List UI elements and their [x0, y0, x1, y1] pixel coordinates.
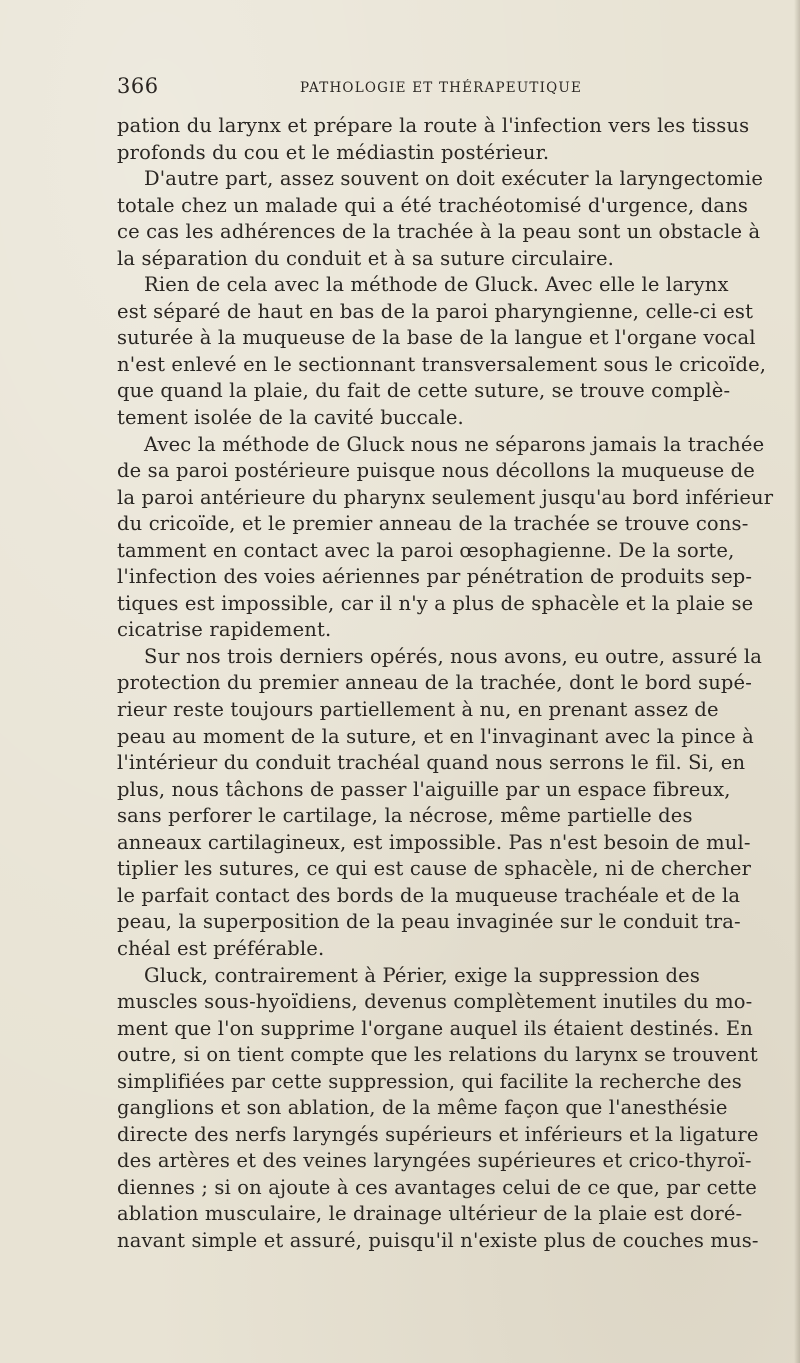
text-line: l'infection des voies aériennes par pénétration de produits sep- [117, 565, 753, 589]
running-head: PATHOLOGIE ET THÉRAPEUTIQUE [300, 80, 583, 96]
text-line: est séparé de haut en bas de la paroi pharyngienne, celle-ci est [117, 299, 754, 323]
text-line: diennes ; si on ajoute à ces avantages celui de ce que, par cette [117, 1175, 757, 1199]
text-line: profonds du cou et le médiastin postérieur. [117, 140, 550, 164]
text-line: muscles sous-hyoïdiens, devenus complètement inutiles du mo- [117, 990, 753, 1014]
text-line: simplifiées par cette suppression, qui facilite la recherche des [117, 1069, 742, 1093]
text-line: anneaux cartilagineux, est impossible. Pas n'est besoin de mul- [117, 830, 751, 854]
text-line: tiplier les sutures, ce qui est cause de sphacèle, ni de chercher [117, 857, 752, 881]
text-line: tiques est impossible, car il n'y a plus de sphacèle et la plaie se [117, 591, 754, 615]
text-line: des artères et des veines laryngées supérieures et crico-thyroï- [117, 1149, 752, 1173]
text-line: totale chez un malade qui a été trachéotomisé d'urgence, dans [117, 193, 749, 217]
text-line: la paroi antérieure du pharynx seulement jusqu'au bord inférieur [117, 485, 774, 509]
text-line: ce cas les adhérences de la trachée à la peau sont un obstacle à [117, 220, 761, 244]
text-line: la séparation du conduit et à sa suture circulaire. [117, 246, 615, 270]
text-line: que quand la plaie, du fait de cette suture, se trouve complè- [117, 379, 731, 403]
text-line: peau au moment de la suture, et en l'invaginant avec la pince à [117, 724, 754, 748]
text-line: Sur nos trois derniers opérés, nous avons, eu outre, assuré la [144, 644, 763, 668]
text-line: ganglions et son ablation, de la même façon que l'anesthésie [117, 1096, 728, 1120]
text-line: protection du premier anneau de la trachée, dont le bord supé- [117, 671, 752, 695]
text-line: peau, la superposition de la peau invaginée sur le conduit tra- [117, 910, 741, 934]
text-line: Avec la méthode de Gluck nous ne séparons jamais la trachée [144, 432, 765, 456]
text-line: rieur reste toujours partiellement à nu, en prenant assez de [117, 698, 719, 722]
text-line: ment que l'on supprime l'organe auquel ils étaient destinés. En [117, 1016, 753, 1040]
text-line: ablation musculaire, le drainage ultérieur de la plaie est doré- [117, 1202, 743, 1226]
text-line: de sa paroi postérieure puisque nous décollons la muqueuse de [117, 459, 755, 483]
page-header [117, 74, 747, 100]
text-line: tamment en contact avec la paroi œsophagienne. De la sorte, [117, 538, 735, 562]
text-line: plus, nous tâchons de passer l'aiguille par un espace fibreux, [117, 777, 731, 801]
text-line: l'intérieur du conduit trachéal quand nous serrons le fil. Si, en [117, 751, 746, 775]
text-line: D'autre part, assez souvent on doit exécuter la laryngectomie [144, 167, 764, 191]
text-line: sans perforer le cartilage, la nécrose, même partielle des [117, 804, 693, 828]
text-line: Rien de cela avec la méthode de Gluck. Avec elle le larynx [144, 273, 729, 297]
text-line: le parfait contact des bords de la muqueuse trachéale et de la [117, 883, 741, 907]
text-line: outre, si on tient compte que les relations du larynx se trouvent [117, 1043, 758, 1067]
text-line: navant simple et assuré, puisqu'il n'existe plus de couches mus- [117, 1228, 759, 1252]
page-edge-shadow [794, 0, 800, 1363]
page-number: 366 [117, 74, 159, 98]
text-line: tement isolée de la cavité buccale. [117, 406, 464, 430]
text-line: n'est enlevé en le sectionnant transversalement sous le cricoïde, [117, 352, 767, 376]
body-text [117, 113, 774, 1293]
text-line: chéal est préférable. [117, 936, 325, 960]
text-line: directe des nerfs laryngés supérieurs et inférieurs et la ligature [117, 1122, 759, 1146]
text-line: du cricoïde, et le premier anneau de la trachée se trouve cons- [117, 512, 749, 536]
text-line: cicatrise rapidement. [117, 618, 332, 642]
text-line: suturée à la muqueuse de la base de la langue et l'organe vocal [117, 326, 756, 350]
text-line: pation du larynx et prépare la route à l'infection vers les tissus [117, 114, 750, 137]
text-line: Gluck, contrairement à Périer, exige la suppression des [144, 963, 700, 987]
